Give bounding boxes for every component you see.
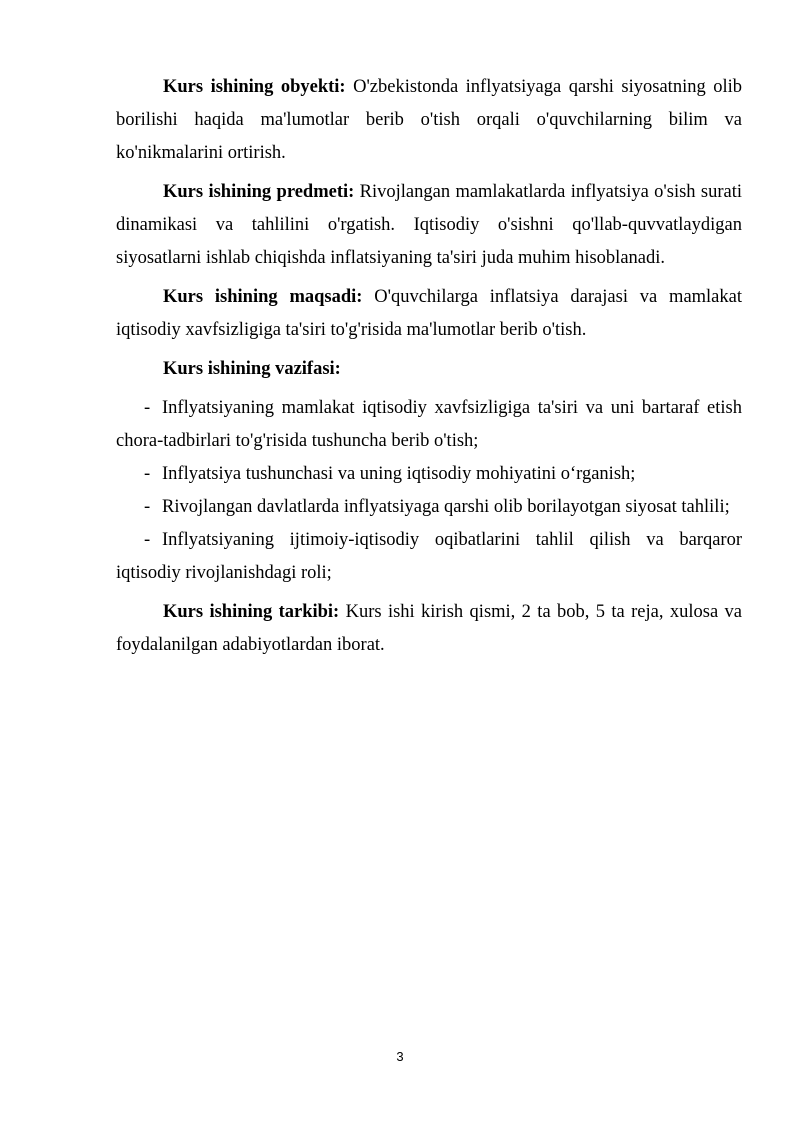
task-bullet: - — [144, 398, 151, 418]
subject-text: Rivojlangan mamlakatlarda inflyatsiya o'sish surati dinamikasi va tahlilini o'rgatish. Iqtisodiy o'sishni qo'llab-quvvatlaydigan siyosatlarni ishlab chiqishda inflatsiyaning ta'siri juda muhim hisoblanadi. — [116, 182, 742, 268]
object-label: Kurs ishining obyekti: — [163, 77, 346, 97]
structure-text: Kurs ishi kirish qismi, 2 ta bob, 5 ta reja, xulosa va foydalanilgan adabiyotlardan iborat. — [116, 602, 742, 655]
task-text: Inflyatsiyaning ijtimoiy-iqtisodiy oqibatlarini tahlil qilish va barqaror iqtisodiy rivojlanishdagi roli; — [116, 530, 742, 583]
object-text: O'zbekistonda inflyatsiyaga qarshi siyosatning olib borilishi haqida ma'lumotlar berib o'tish orqali o'quvchilarning bilim va ko'nikmalarini ortirish. — [116, 77, 742, 163]
task-item — [116, 524, 742, 590]
goal-text: O'quvchilarga inflatsiya darajasi va mamlakat iqtisodiy xavfsizligiga ta'siri to'g'risida ma'lumotlar berib o'tish. — [116, 287, 742, 340]
document-page — [116, 71, 742, 668]
task-bullet: - — [144, 530, 151, 550]
tasks-heading: Kurs ishining vazifasi: — [163, 359, 341, 379]
structure-paragraph — [116, 596, 742, 662]
task-text: Inflyatsiyaning mamlakat iqtisodiy xavfsizligiga ta'siri va uni bartaraf etish chora-tadbirlari to'g'risida tushuncha berib o'tish; — [116, 398, 742, 451]
subject-label: Kurs ishining predmeti: — [163, 182, 355, 202]
subject-paragraph — [116, 176, 742, 275]
task-bullet: - — [144, 464, 151, 484]
task-item — [116, 458, 742, 491]
goal-label: Kurs ishining maqsadi: — [163, 287, 363, 307]
task-item — [116, 392, 742, 458]
tasks-list — [116, 392, 742, 590]
object-paragraph — [116, 71, 742, 170]
goal-paragraph — [116, 281, 742, 347]
task-item — [116, 491, 742, 524]
structure-label: Kurs ishining tarkibi: — [163, 602, 340, 622]
task-text: Rivojlangan davlatlarda inflyatsiyaga qarshi olib borilayotgan siyosat tahlili; — [162, 497, 730, 517]
task-text: Inflyatsiya tushunchasi va uning iqtisodiy mohiyatini o‘rganish; — [162, 464, 636, 484]
task-bullet: - — [144, 497, 151, 517]
page-number: 3 — [396, 1049, 404, 1064]
